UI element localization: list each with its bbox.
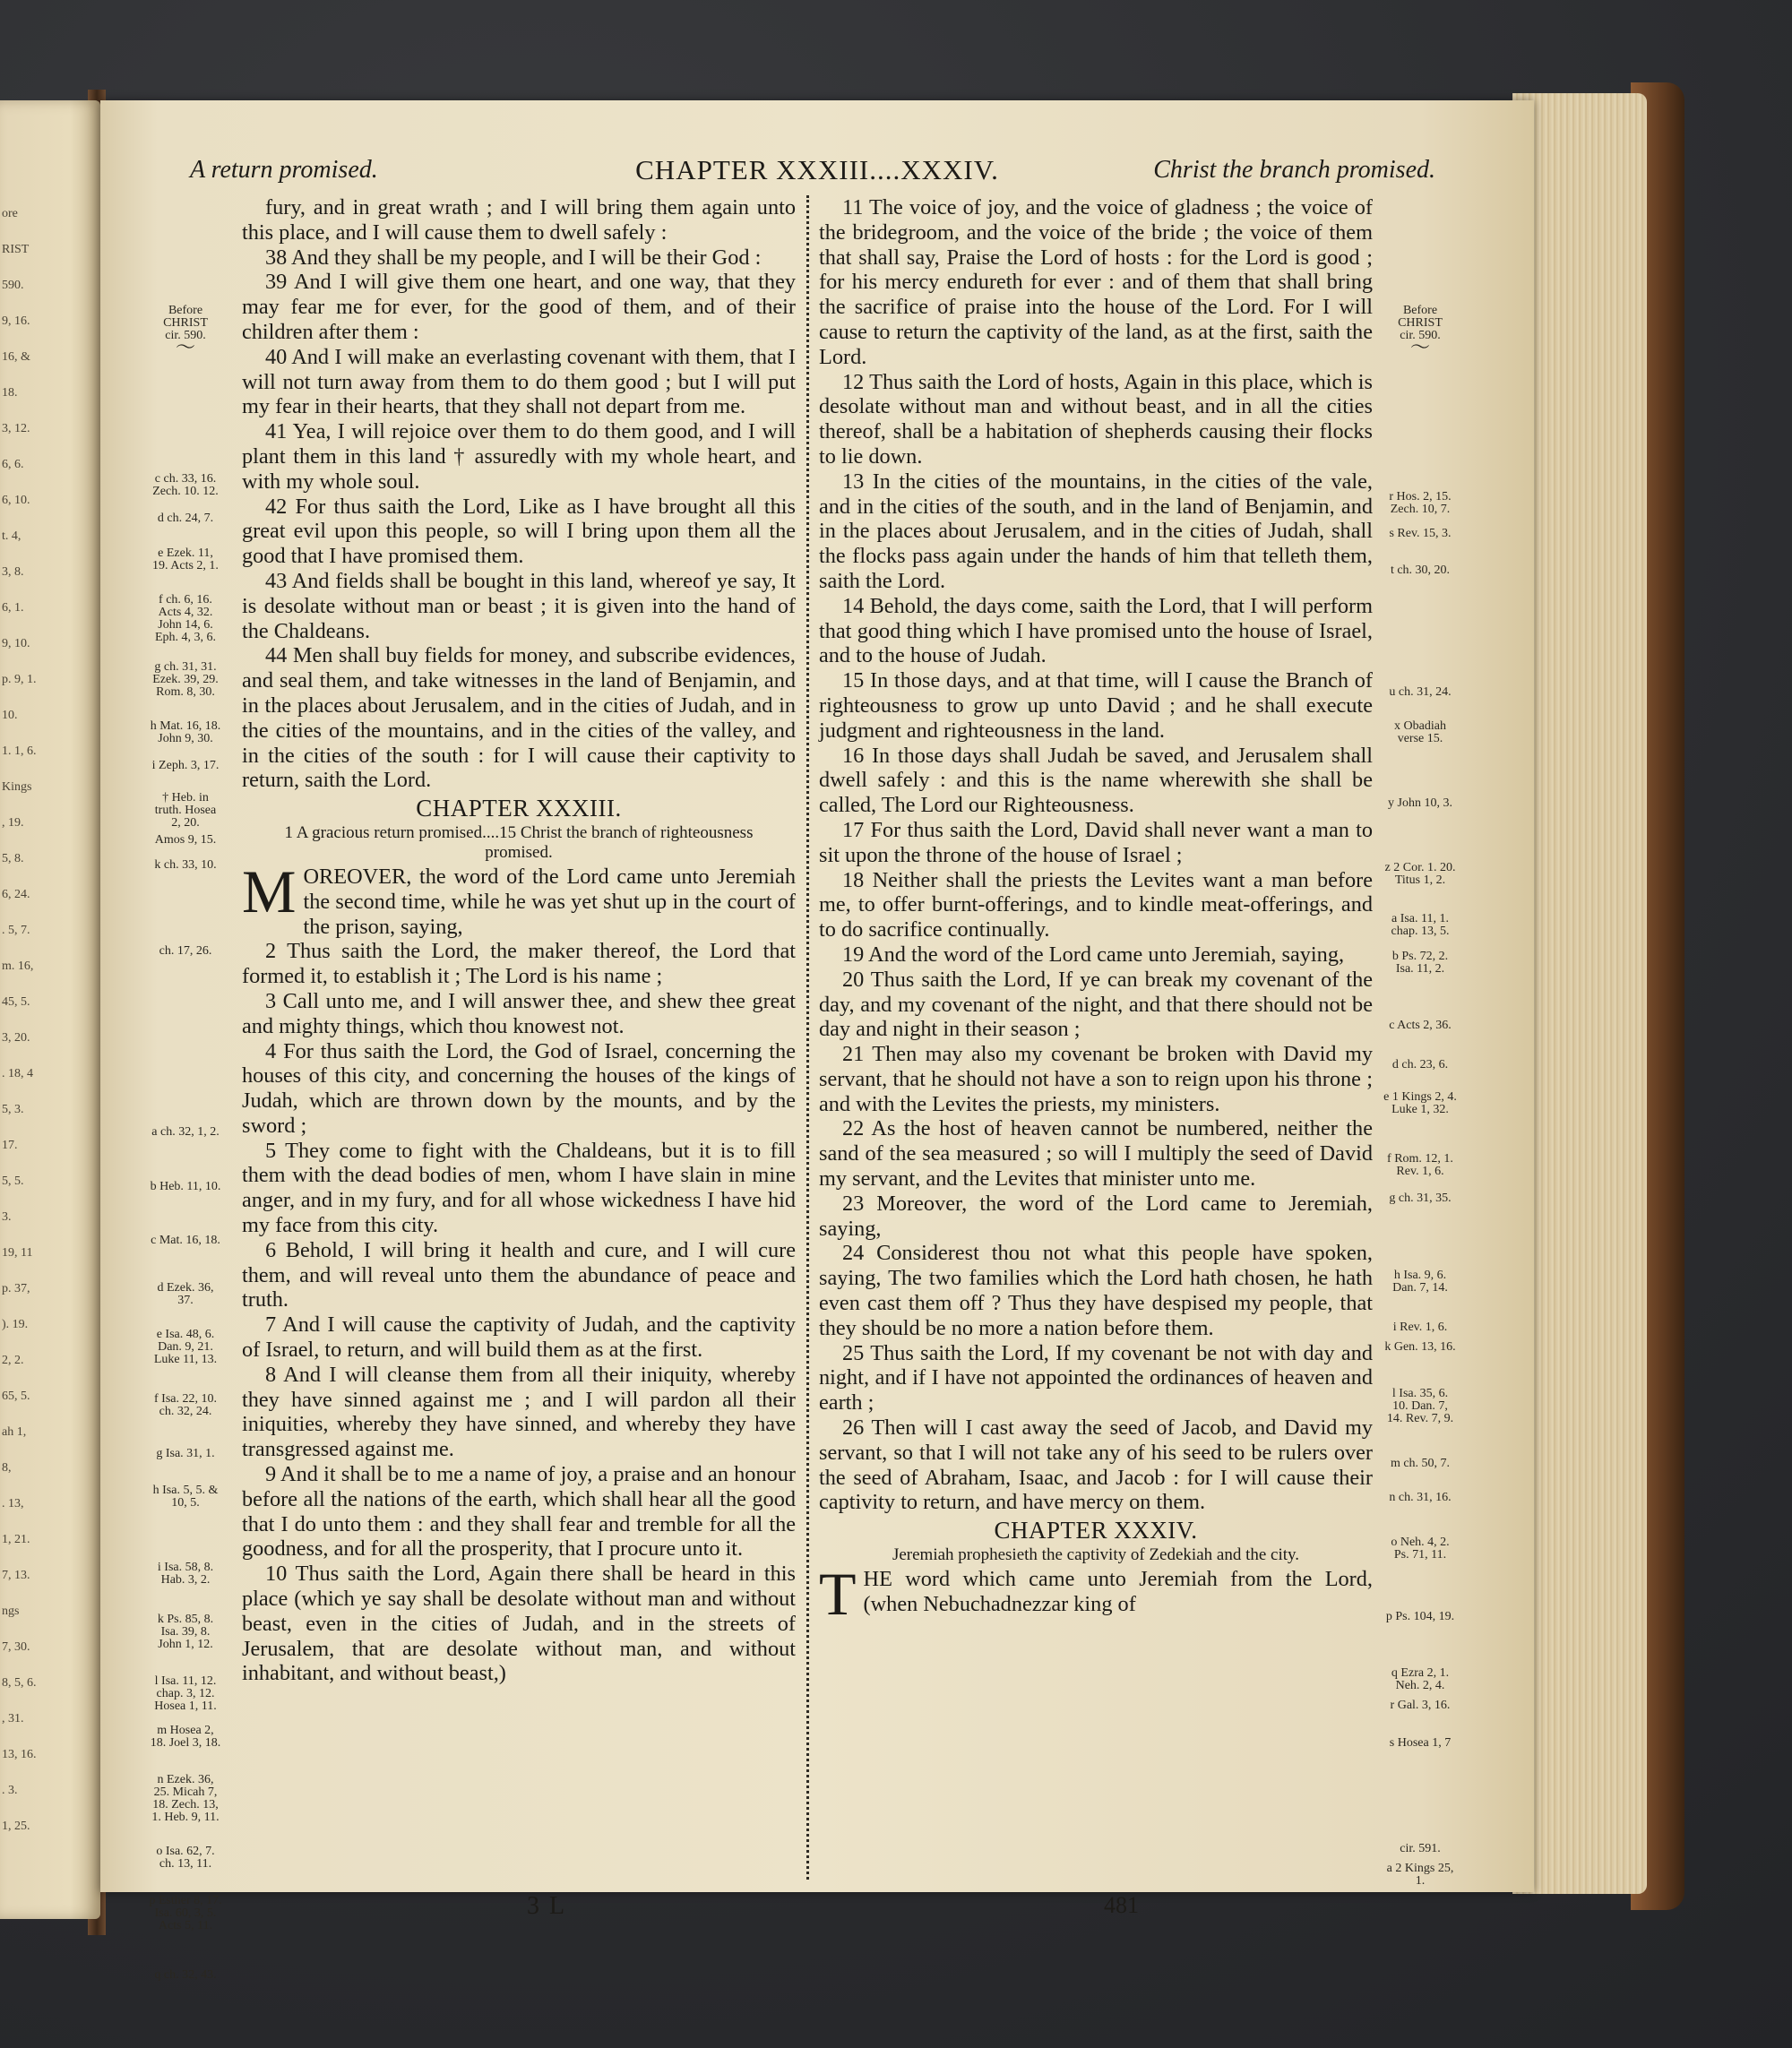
left-page-margin-text: 7, 30.	[2, 1640, 30, 1654]
before-christ-label-right: Before CHRIST cir. 590. 〜	[1398, 304, 1443, 358]
verse-paragraph: 22 As the host of heaven cannot be numbered, neither the sand of the sea measured ; so will I multiply the seed of David my servant, and the Levites that minister unto me.	[819, 1116, 1373, 1192]
drop-cap: M	[242, 856, 297, 925]
margin-reference: o Neh. 4, 2. Ps. 71, 11.	[1391, 1536, 1450, 1562]
chapter34-opening: THE word which came unto Jeremiah from the Lord, (when Nebuchadnezzar king of	[819, 1560, 1373, 1629]
margin-reference: g ch. 31, 35.	[1389, 1192, 1452, 1206]
left-text-column	[242, 195, 796, 1686]
column-divider	[806, 195, 809, 1880]
left-page-margin-text: 5, 3.	[2, 1103, 24, 1116]
left-page-margin-text: 1, 25.	[2, 1820, 30, 1833]
left-page-margin-text: 3, 12.	[2, 422, 30, 435]
left-page-margin-text: 6, 10.	[2, 494, 30, 507]
margin-reference: k Ps. 85, 8. Isa. 39, 8. John 1, 12.	[157, 1612, 214, 1651]
verse-paragraph: 43 And fields shall be bought in this land, whereof ye say, It is desolate without man or beast ; it is given into the hand of the Chaldeans.	[242, 568, 796, 643]
verse-paragraph: 21 Then may also my covenant be broken with David my servant, that he should not have a son to reign upon his throne ; and with the Levites the priests, my ministers.	[819, 1042, 1373, 1116]
chapter32-continuation	[242, 195, 796, 793]
margin-reference: m ch. 50, 7.	[1390, 1456, 1451, 1470]
margin-reference: h Isa. 9, 6. Dan. 7, 14.	[1392, 1268, 1448, 1295]
margin-reference: c ch. 33, 16. Zech. 10. 12.	[152, 472, 219, 499]
verse-paragraph: 40 And I will make an everlasting covenant with them, that I will not turn away from them to do them good ; but I will put my fear in their hearts, that they shall not depart from me.	[242, 344, 796, 419]
margin-reference: k Gen. 13, 16.	[1384, 1339, 1456, 1354]
verse-paragraph: 10 Thus saith the Lord, Again there shall be heard in this place (which ye say shall be desolate without man and without beast, even in the cities of Judah, and in the streets of Jerusalem, that are desolate without man, and without inhabitant, and without beast,)	[242, 1562, 796, 1686]
left-page-margin-text: p. 9, 1.	[2, 673, 37, 686]
right-text-column	[819, 195, 1373, 1629]
left-page-margin-text: 3, 8.	[2, 565, 24, 579]
left-page-margin-text: 8, 5, 6.	[2, 1676, 37, 1690]
chapter-heading: CHAPTER XXXIII.	[416, 795, 622, 822]
left-page-margin-text: 5, 5.	[2, 1175, 24, 1188]
margin-reference: d Ezek. 36, 37.	[157, 1280, 214, 1307]
margin-reference: h Isa. 5, 5. & 10, 5.	[152, 1484, 219, 1510]
verse-paragraph: 8 And I will cleanse them from all their iniquity, whereby they have sinned against me ; and I will pardon all their iniquities, whereby they have sinned, and whereby they have transgressed against me.	[242, 1362, 796, 1462]
margin-reference: a ch. 32, 1, 2.	[151, 1124, 220, 1139]
margin-reference: f Rom. 12, 1. Rev. 1, 6.	[1387, 1152, 1453, 1179]
left-page-margin-text: 65, 5.	[2, 1390, 30, 1403]
left-page-margin-text: 10.	[2, 709, 18, 722]
margin-reference: x Obadiah verse 15.	[1394, 719, 1446, 746]
chapter-opening: MOREOVER, the word of the Lord came unto Jeremiah the second time, while he was yet shut up in the court of the prison, saying,	[242, 856, 796, 939]
left-page-margin-text: 1, 21.	[2, 1533, 30, 1546]
margin-reference: c Acts 2, 36.	[1389, 1019, 1452, 1033]
margin-reference: b Heb. 11, 10.	[150, 1179, 221, 1193]
margin-reference: p Esther 8, 17. Isa. 60, 3, 5. Acts 5, 11.	[149, 1894, 222, 1933]
margin-reference: q ch. 32, 43.	[154, 1968, 217, 1982]
left-page-margin-text: 19, 11	[2, 1246, 33, 1260]
chapter33-verses	[242, 939, 796, 1686]
verse-paragraph: 23 Moreover, the word of the Lord came to Jeremiah, saying,	[819, 1191, 1373, 1241]
margin-reference: z 2 Cor. 1. 20. Titus 1, 2.	[1384, 860, 1456, 887]
margin-reference: ch. 17, 26.	[159, 944, 212, 959]
left-page-margin-text: 6, 24.	[2, 888, 30, 901]
verse-paragraph: 2 Thus saith the Lord, the maker thereof, the Lord that formed it, to establish it ; The Lord is his name ;	[242, 939, 796, 989]
left-page-margin-text: 3.	[2, 1210, 12, 1224]
verse-paragraph: 11 The voice of joy, and the voice of gladness ; the voice of the bridegroom, and the voice of the bride ; the voice of them that shall say, Praise the Lord of hosts : for the Lord is good ; for his mercy endureth for ever : and of them that shall bring the sacrifice of praise into the house of the Lord. For I will cause to return the captivity of the land, as at the first, saith the Lord.	[819, 195, 1373, 369]
verse-paragraph: 16 In those days shall Judah be saved, and Jerusalem shall dwell safely : and this is the name wherewith she shall be called, The Lord our Righteousness.	[819, 743, 1373, 818]
margin-reference: s Rev. 15, 3.	[1389, 526, 1452, 540]
margin-reference: l Isa. 11, 12. chap. 3, 12. Hosea 1, 11.	[154, 1674, 217, 1713]
verse-paragraph: 4 For thus saith the Lord, the God of Israel, concerning the houses of this city, and concerning the houses of the kings of Judah, which are thrown down by the mounts, and by the sword ;	[242, 1038, 796, 1138]
left-page-margin-text: RIST	[2, 243, 30, 256]
verse-paragraph: 44 Men shall buy fields for money, and subscribe evidences, and seal them, and take witnesses in the land of Benjamin, and in the places about Jerusalem, and in the cities of Judah, and in the cities of the mountains, and in the cities of the valley, and in the cities of the south : for I will cause their captivity to return, saith the Lord.	[242, 643, 796, 793]
margin-reference: m Hosea 2, 18. Joel 3, 18.	[150, 1723, 221, 1750]
margin-reference: † Heb. in truth. Hosea 2, 20.	[154, 791, 217, 830]
left-page-margin-text: ore	[2, 207, 18, 220]
margin-reference: l Isa. 35, 6. 10. Dan. 7, 14. Rev. 7, 9.	[1386, 1387, 1454, 1426]
verse-paragraph: 20 Thus saith the Lord, If ye can break my covenant of the day, and my covenant of the night, and that there should not be day and night in their season ;	[819, 967, 1373, 1042]
left-page-margin-text: 7, 13.	[2, 1569, 30, 1582]
left-page-margin-text: 17.	[2, 1139, 18, 1152]
left-page-margin-text: ngs	[2, 1605, 20, 1618]
running-head-right: Christ the branch promised.	[1153, 156, 1435, 184]
verse-paragraph: 41 Yea, I will rejoice over them to do them good, and I will plant them in this land † assuredly with my whole heart, and with my whole soul.	[242, 419, 796, 494]
left-page-margin-text: 9, 10.	[2, 637, 30, 650]
verse-paragraph: 9 And it shall be to me a name of joy, a praise and an honour before all the nations of the earth, which shall hear all the good that I do unto them : and they shall fear and tremble for all the goodness, and for all the prosperity, that I procure unto it.	[242, 1462, 796, 1562]
margin-reference: a Isa. 11, 1. chap. 13, 5.	[1391, 912, 1450, 939]
left-page-margin-text: 6, 1.	[2, 601, 24, 615]
margin-reference: i Rev. 1, 6.	[1392, 1320, 1448, 1334]
margin-reference: f ch. 6, 16. Acts 4, 32. John 14, 6. Eph. 4, 3, 6.	[154, 593, 217, 645]
left-page-margin-text: . 3.	[2, 1784, 18, 1797]
margin-reference: e 1 Kings 2, 4. Luke 1, 32.	[1383, 1090, 1457, 1117]
left-page-margin-text: Kings	[2, 780, 32, 794]
left-page-margin-text: 18.	[2, 386, 18, 400]
margin-reference: o Isa. 62, 7. ch. 13, 11.	[156, 1845, 215, 1871]
margin-reference: n ch. 31, 16.	[1389, 1491, 1452, 1505]
margin-reference: d ch. 23, 6.	[1391, 1058, 1449, 1072]
left-page-margin-text: m. 16,	[2, 959, 34, 973]
left-page-margin-text: 1. 1, 6.	[2, 744, 37, 758]
running-head-center: CHAPTER XXXIII....XXXIV.	[635, 154, 999, 185]
verse-paragraph: 13 In the cities of the mountains, in the cities of the vale, and in the cities of the south, and in the land of Benjamin, and in the places about Jerusalem, and in the cities of Judah, shall the flocks pass again under the hands of him that telleth them, saith the Lord.	[819, 469, 1373, 593]
margin-reference: g Isa. 31, 1.	[156, 1446, 215, 1460]
verse-paragraph: 17 For thus saith the Lord, David shall never want a man to sit upon the throne of the house of Israel ;	[819, 817, 1373, 867]
margin-reference: s Hosea 1, 7	[1389, 1735, 1452, 1750]
left-page-fragment	[0, 100, 100, 1919]
verse-paragraph: 3 Call unto me, and I will answer thee, and shew thee great and mighty things, which thou knowest not.	[242, 988, 796, 1038]
verse-paragraph: 39 And I will give them one heart, and one way, that they may fear me for ever, for the good of them, and of their children after them :	[242, 270, 796, 344]
margin-reference: b Ps. 72, 2. Isa. 11, 2.	[1391, 949, 1449, 976]
margin-reference: q Ezra 2, 1. Neh. 2, 4.	[1391, 1666, 1450, 1693]
margin-reference: y John 10, 3.	[1388, 796, 1452, 810]
margin-reference: d ch. 24, 7.	[157, 512, 214, 526]
left-page-margin-text: . 18, 4	[2, 1067, 33, 1080]
verse-paragraph: 42 For thus saith the Lord, Like as I have brought all this great evil upon this people, so will I bring upon them all the good that I have promised them.	[242, 494, 796, 569]
left-page-margin-text: , 31.	[2, 1712, 24, 1725]
verse-paragraph: 15 In those days, and at that time, will I cause the Branch of righteousness to grow up unto David ; and he shall execute judgment and righteousness in the land.	[819, 668, 1373, 743]
margin-reference: a 2 Kings 25, 1.	[1386, 1862, 1454, 1889]
left-page-margin-text: , 19.	[2, 816, 24, 830]
verse-paragraph: fury, and in great wrath ; and I will bring them again unto this place, and I will cause them to dwell safely :	[242, 195, 796, 245]
margin-reference: r Hos. 2, 15. Zech. 10, 7.	[1389, 489, 1452, 516]
margin-reference: n Ezek. 36, 25. Micah 7, 18. Zech. 13, 1. Heb. 9, 11.	[151, 1772, 220, 1824]
verse-paragraph: 14 Behold, the days come, saith the Lord, that I will perform that good thing which I have promised unto the house of Israel, and to the house of Judah.	[819, 593, 1373, 668]
margin-reference: c Mat. 16, 18.	[151, 1234, 220, 1248]
verse-paragraph: 26 Then will I cast away the seed of Jacob, and David my servant, so that I will not take any of his seed to be rulers over the seed of Abraham, Isaac, and Jacob : for I will cause their captivity to return, and have mercy on them.	[819, 1416, 1373, 1515]
left-page-margin-text: 5, 8.	[2, 852, 24, 865]
running-head-left: A return promised.	[190, 156, 378, 184]
signature-mark: 3 L	[527, 1892, 567, 1920]
left-page-margin-text: 590.	[2, 279, 24, 292]
verse-paragraph: 24 Considerest thou not what this people have spoken, saying, The two families which the Lord hath chosen, he hath even cast them off ? Thus they have despised my people, that they should be no more a nation before them.	[819, 1241, 1373, 1340]
chapter-summary-34: Jeremiah prophesieth the captivity of Zedekiah and the city.	[892, 1545, 1300, 1565]
verse-paragraph: 12 Thus saith the Lord of hosts, Again in this place, which is desolate without man and without beast, and in all the cities thereof, shall be a habitation of shepherds causing their flocks to lie down.	[819, 369, 1373, 469]
left-page-margin-text: 2, 2.	[2, 1354, 24, 1367]
left-page-margin-text: . 5, 7.	[2, 924, 30, 937]
verse-paragraph: 18 Neither shall the priests the Levites want a man before me, to offer burnt-offerings, and to kindle meat-offerings, and to do sacrifice continually.	[819, 867, 1373, 942]
drop-cap-34: T	[819, 1560, 857, 1629]
verse-paragraph: 25 Thus saith the Lord, If my covenant be not with day and night, and if I have not appointed the ordinances of heaven and earth ;	[819, 1340, 1373, 1416]
left-page-margin-text: ah 1,	[2, 1425, 27, 1439]
margin-reference: g ch. 31, 31. Ezek. 39, 29. Rom. 8, 30.	[152, 659, 219, 699]
left-page-margin-text: 13, 16.	[2, 1748, 37, 1761]
margin-reference: k ch. 33, 10.	[154, 857, 217, 872]
running-head	[100, 154, 1534, 190]
chapter-heading-34: CHAPTER XXXIV.	[994, 1517, 1198, 1545]
book-page	[100, 100, 1534, 1982]
verse-paragraph: 7 And I will cause the captivity of Judah, and the captivity of Israel, to return, and will build them as at the first.	[242, 1312, 796, 1363]
margin-reference: i Zeph. 3, 17.	[151, 759, 220, 773]
left-page-margin-text: 3, 20.	[2, 1031, 30, 1045]
verse-paragraph: 38 And they shall be my people, and I will be their God :	[265, 245, 762, 270]
left-page-margin-text: . 13,	[2, 1497, 24, 1510]
chapter-summary: 1 A gracious return promised....15 Christ the branch of righteousness promised.	[284, 822, 754, 862]
chapter33-verses-cont	[819, 195, 1373, 1515]
margin-reference: e Isa. 48, 6. Dan. 9, 21. Luke 11, 13.	[153, 1328, 218, 1367]
page-number: 481	[1104, 1892, 1139, 1918]
left-page-margin-text: 8,	[2, 1461, 12, 1475]
margin-reference: e Ezek. 11, 19. Acts 2, 1.	[152, 546, 219, 572]
margin-reference: u ch. 31, 24.	[1389, 684, 1452, 699]
verse-paragraph: 19 And the word of the Lord came unto Jeremiah, saying,	[842, 942, 1345, 967]
left-page-margin-text: 9, 16.	[2, 314, 30, 328]
left-page-margin-text: ). 19.	[2, 1318, 29, 1331]
margin-reference: Amos 9, 15.	[154, 833, 217, 848]
left-page-margin-text: 16, &	[2, 350, 30, 364]
left-page-margin-text: 6, 6.	[2, 458, 24, 471]
verse-paragraph: 5 They come to fight with the Chaldeans, but it is to fill them with the dead bodies of men, whom I have slain in mine anger, and in my fury, and for all whose wickedness I have hid my face from this city.	[242, 1138, 796, 1238]
left-page-margin-text: t. 4,	[2, 529, 22, 543]
margin-reference: i Isa. 58, 8. Hab. 3, 2.	[157, 1560, 214, 1587]
margin-reference: cir. 591.	[1400, 1842, 1441, 1856]
verse-paragraph: 6 Behold, I will bring it health and cure, and I will cure them, and will reveal unto them the abundance of peace and truth.	[242, 1237, 796, 1312]
left-page-margin-text: 45, 5.	[2, 995, 30, 1009]
margin-reference: t ch. 30, 20.	[1390, 564, 1451, 578]
margin-reference: r Gal. 3, 16.	[1390, 1699, 1451, 1713]
margin-reference: f Isa. 22, 10. ch. 32, 24.	[154, 1391, 217, 1418]
margin-reference: h Mat. 16, 18. John 9, 30.	[150, 719, 221, 746]
before-christ-label-left: Before CHRIST cir. 590. 〜	[163, 304, 208, 358]
margin-reference: p Ps. 104, 19.	[1385, 1609, 1455, 1623]
left-page-margin-text: p. 37,	[2, 1282, 30, 1295]
